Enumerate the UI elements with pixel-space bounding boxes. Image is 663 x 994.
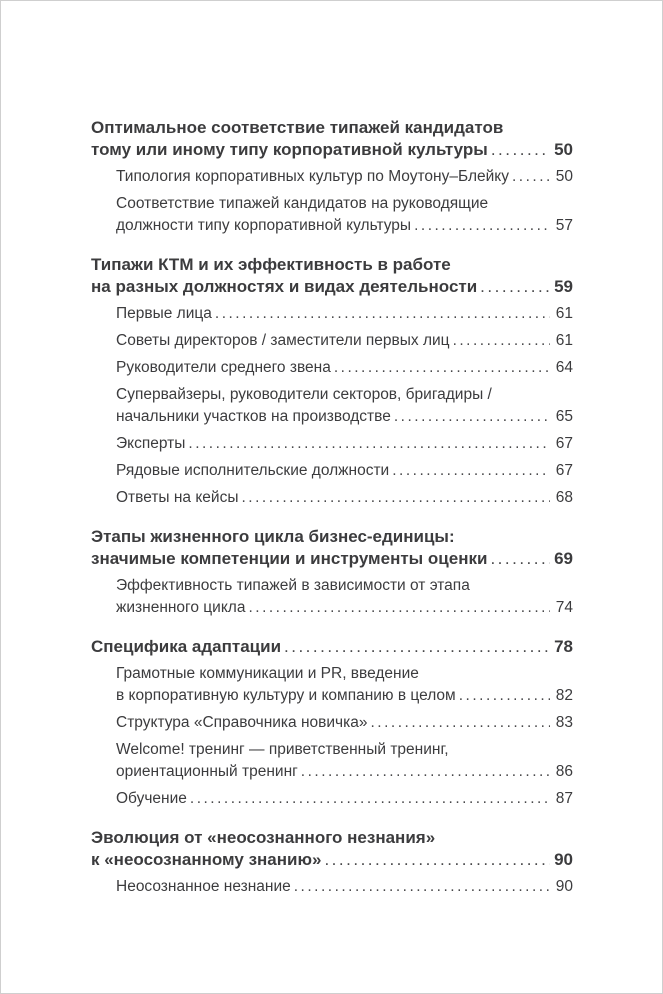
- dot-leader: [414, 215, 550, 237]
- toc-entry-text: Структура «Справочника новичка»: [116, 714, 368, 731]
- page-number: 65: [555, 408, 573, 425]
- toc-line: [116, 685, 573, 707]
- page-number: 50: [555, 168, 573, 185]
- toc-entry-text: в корпоративную культуру и компанию в целом: [116, 687, 456, 704]
- page-number: 68: [555, 489, 573, 506]
- toc-entry-text: Оптимальное соответствие типажей кандидатов: [91, 118, 504, 137]
- dot-leader: [334, 357, 550, 379]
- toc-entry-text: Типажи КТМ и их эффективность в работе: [91, 255, 451, 274]
- toc-line: [91, 139, 573, 161]
- toc-sub-entry: [91, 460, 573, 482]
- toc-entry-text: Эксперты: [116, 435, 186, 452]
- page-number: 69: [554, 549, 573, 568]
- toc-entry-text: Welcome! тренинг — приветственный тренинг,: [116, 741, 449, 758]
- dot-leader: [394, 406, 550, 428]
- toc-line: [91, 849, 573, 871]
- toc-sub-entry: [91, 712, 573, 734]
- dot-leader: [490, 548, 550, 570]
- page-number: 86: [555, 763, 573, 780]
- toc-line: [91, 276, 573, 298]
- dot-leader: [294, 876, 550, 898]
- toc-line: [116, 597, 573, 619]
- toc-line: [116, 788, 573, 810]
- toc-entry-text: Соответствие типажей кандидатов на руководящие: [116, 195, 489, 212]
- page-number: 74: [555, 599, 573, 616]
- dot-leader: [453, 330, 550, 352]
- toc-entry-text: Советы директоров / заместители первых лиц: [116, 332, 450, 349]
- toc-section-entry: [91, 827, 573, 871]
- toc-line: [91, 636, 573, 658]
- toc-entry-text: жизненного цикла: [116, 599, 246, 616]
- page-number: 67: [555, 435, 573, 452]
- toc-entry-text: Специфика адаптации: [91, 637, 282, 656]
- toc-line: [91, 526, 573, 548]
- dot-leader: [190, 788, 550, 810]
- page-number: 57: [555, 217, 573, 234]
- toc-line: [116, 330, 573, 352]
- toc-entry-text: Типология корпоративных культур по Моутону–Блейку: [116, 168, 509, 185]
- page-number: 87: [555, 790, 573, 807]
- dot-leader: [392, 460, 550, 482]
- toc-sub-entry: [91, 166, 573, 188]
- toc-entry-text: Эволюция от «неосознанного незнания»: [91, 828, 436, 847]
- toc-line: [116, 193, 573, 215]
- toc-sub-entry: [91, 876, 573, 898]
- toc-line: [116, 433, 573, 455]
- toc-line: [91, 117, 573, 139]
- page-number: 67: [555, 462, 573, 479]
- dot-leader: [491, 139, 550, 161]
- page-number: 90: [554, 850, 573, 869]
- dot-leader: [459, 685, 550, 707]
- page-number: 50: [554, 140, 573, 159]
- dot-leader: [284, 636, 550, 658]
- page-number: 78: [554, 637, 573, 656]
- toc-entry-text: Супервайзеры, руководители секторов, бригадиры /: [116, 386, 492, 403]
- toc-entry-text: значимые компетенции и инструменты оценки: [91, 549, 488, 568]
- toc-section-entry: [91, 117, 573, 161]
- toc-section-entry: [91, 636, 573, 658]
- toc-sub-entry: [91, 384, 573, 428]
- dot-leader: [241, 487, 550, 509]
- dot-leader: [480, 276, 550, 298]
- toc-line: [116, 575, 573, 597]
- toc-line: [116, 663, 573, 685]
- toc-line: [116, 406, 573, 428]
- toc-line: [116, 166, 573, 188]
- toc-section-entry: [91, 526, 573, 570]
- toc-entry-text: Первые лица: [116, 305, 212, 322]
- toc-entry-text: начальники участков на производстве: [116, 408, 391, 425]
- dot-leader: [215, 303, 550, 325]
- toc-sub-entry: [91, 330, 573, 352]
- toc-sub-entry: [91, 663, 573, 707]
- toc-line: [116, 487, 573, 509]
- toc-sub-entry: [91, 193, 573, 237]
- toc-entry-text: Рядовые исполнительские должности: [116, 462, 390, 479]
- dot-leader: [301, 761, 550, 783]
- toc-line: [116, 384, 573, 406]
- toc-line: [116, 739, 573, 761]
- toc-line: [116, 303, 573, 325]
- toc-entry-text: тому или иному типу корпоративной культуры: [91, 140, 488, 159]
- page-number: 59: [554, 277, 573, 296]
- toc-sub-entry: [91, 739, 573, 783]
- toc-list: [91, 117, 573, 898]
- toc-entry-text: к «неосознанному знанию»: [91, 850, 322, 869]
- toc-entry-text: Грамотные коммуникации и PR, введение: [116, 665, 419, 682]
- toc-entry-text: Эффективность типажей в зависимости от этапа: [116, 577, 470, 594]
- page-number: 82: [555, 687, 573, 704]
- toc-section-entry: [91, 254, 573, 298]
- toc-sub-entry: [91, 575, 573, 619]
- dot-leader: [324, 849, 550, 871]
- toc-entry-text: Обучение: [116, 790, 187, 807]
- toc-entry-text: Ответы на кейсы: [116, 489, 239, 506]
- toc-line: [91, 827, 573, 849]
- dot-leader: [188, 433, 550, 455]
- page-number: 90: [555, 878, 573, 895]
- toc-line: [116, 876, 573, 898]
- toc-line: [91, 548, 573, 570]
- toc-sub-entry: [91, 303, 573, 325]
- toc-entry-text: Этапы жизненного цикла бизнес-единицы:: [91, 527, 455, 546]
- toc-line: [116, 712, 573, 734]
- page-number: 61: [555, 332, 573, 349]
- page-number: 61: [555, 305, 573, 322]
- toc-entry-text: ориентационный тренинг: [116, 763, 298, 780]
- dot-leader: [512, 166, 550, 188]
- toc-entry-text: на разных должностях и видах деятельности: [91, 277, 478, 296]
- toc-sub-entry: [91, 433, 573, 455]
- toc-line: [116, 357, 573, 379]
- dot-leader: [370, 712, 550, 734]
- toc-entry-text: Руководители среднего звена: [116, 359, 331, 376]
- toc-line: [116, 215, 573, 237]
- page-number: 64: [555, 359, 573, 376]
- toc-line: [91, 254, 573, 276]
- page-number: 83: [555, 714, 573, 731]
- toc-line: [116, 460, 573, 482]
- toc-entry-text: Неосознанное незнание: [116, 878, 291, 895]
- toc-sub-entry: [91, 788, 573, 810]
- toc-sub-entry: [91, 487, 573, 509]
- toc-line: [116, 761, 573, 783]
- toc-sub-entry: [91, 357, 573, 379]
- toc-entry-text: должности типу корпоративной культуры: [116, 217, 412, 234]
- dot-leader: [248, 597, 550, 619]
